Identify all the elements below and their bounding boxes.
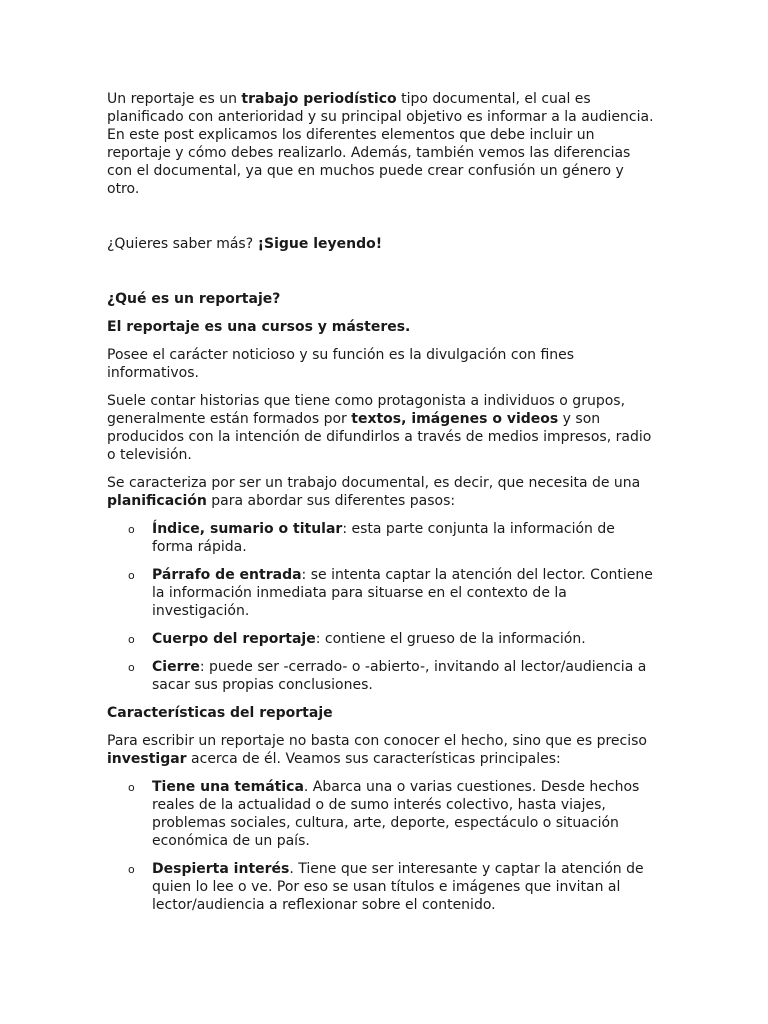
section1-p3-end: para abordar sus diferentes pasos: [206,493,456,509]
intro-bold-term: trabajo periodístico [241,91,397,107]
list-item [107,520,659,556]
section1-p2-bold: textos, imágenes o videos [351,411,559,427]
section1-paragraph-1: Posee el carácter noticioso y su función es la divulgación con fines informativos. [107,347,575,381]
section2-p1-bold: investigar [107,751,187,767]
list-item [107,630,659,648]
list-item-text: : se intenta captar la atención del lector. Contiene la información inmediata para situarse en el contexto de la investigación. [152,567,653,619]
circle-bullet-icon: o [128,523,135,536]
list-item-term: Despierta interés [152,861,290,877]
list-item [107,566,659,620]
section1-p2-start: Suele contar historias que tiene como protagonista a individuos o grupos, generalmente están formados por [107,393,626,427]
list-item-text: : esta parte conjunta la información de forma rápida. [152,521,615,555]
section1-p2-end: y son producidos con la intención de difundirlos a través de medios impresos, radio o televisión. [107,411,652,463]
read-more-callout: ¡Sigue leyendo! [257,236,383,252]
section2-paragraph-1 [107,732,659,768]
read-more-line [107,235,659,253]
list-item [107,778,659,850]
circle-bullet-icon: o [128,661,135,674]
list-item-term: Párrafo de entrada [152,567,302,583]
list-item-term: Cierre [152,659,200,675]
intro-text-rest: tipo documental, el cual es planificado con anterioridad y su principal objetivo es informar a la audiencia. En este post explicamos los diferentes elementos que debe incluir un reportaje y cómo debes realizarlo. Además, también vemos las diferencias con el documental, ya que en muchos puede crear confusión un género y otro. [107,91,654,197]
section1-p3-start: Se caracteriza por ser un trabajo documental, es decir, que necesita de una [107,475,641,491]
section2-list [107,778,659,914]
list-item-text: . Abarca una o varias cuestiones. Desde hechos reales de la actualidad o de sumo interés colectivo, hasta viajes, problemas sociales, cultura, arte, deporte, espectáculo o situación económica de un país. [152,779,640,849]
list-item-text: . Tiene que ser interesante y captar la atención de quien lo lee o ve. Por eso se usan títulos e imágenes que invitan al lector/audiencia a reflexionar sobre el contenido. [152,861,644,913]
section1-paragraph-3 [107,474,659,510]
circle-bullet-icon: o [128,781,135,794]
read-more-question: ¿Quieres saber más? [107,236,258,252]
section1-subheading: El reportaje es una cursos y másteres. [107,319,411,335]
list-item-text: : puede ser -cerrado- o -abierto-, invitando al lector/audiencia a sacar sus propias conclusiones. [152,659,647,693]
list-item-term: Índice, sumario o titular [152,521,343,537]
section1-paragraph-2 [107,392,659,464]
section1-list [107,520,659,694]
circle-bullet-icon: o [128,633,135,646]
section2-p1-end: acerca de él. Veamos sus características principales: [186,751,561,767]
list-item-term: Cuerpo del reportaje [152,631,316,647]
document-body [107,90,659,924]
list-item [107,860,659,914]
circle-bullet-icon: o [128,863,135,876]
circle-bullet-icon: o [128,569,135,582]
section2-heading: Características del reportaje [107,705,333,721]
section2-p1-start: Para escribir un reportaje no basta con conocer el hecho, sino que es preciso [107,733,647,749]
list-item-text: : contiene el grueso de la información. [315,631,586,647]
list-item [107,658,659,694]
section1-p3-bold: planificación [107,493,207,509]
intro-text-start: Un reportaje es un [107,91,242,107]
section1-heading: ¿Qué es un reportaje? [107,291,281,307]
list-item-term: Tiene una temática [152,779,304,795]
intro-paragraph [107,90,659,198]
